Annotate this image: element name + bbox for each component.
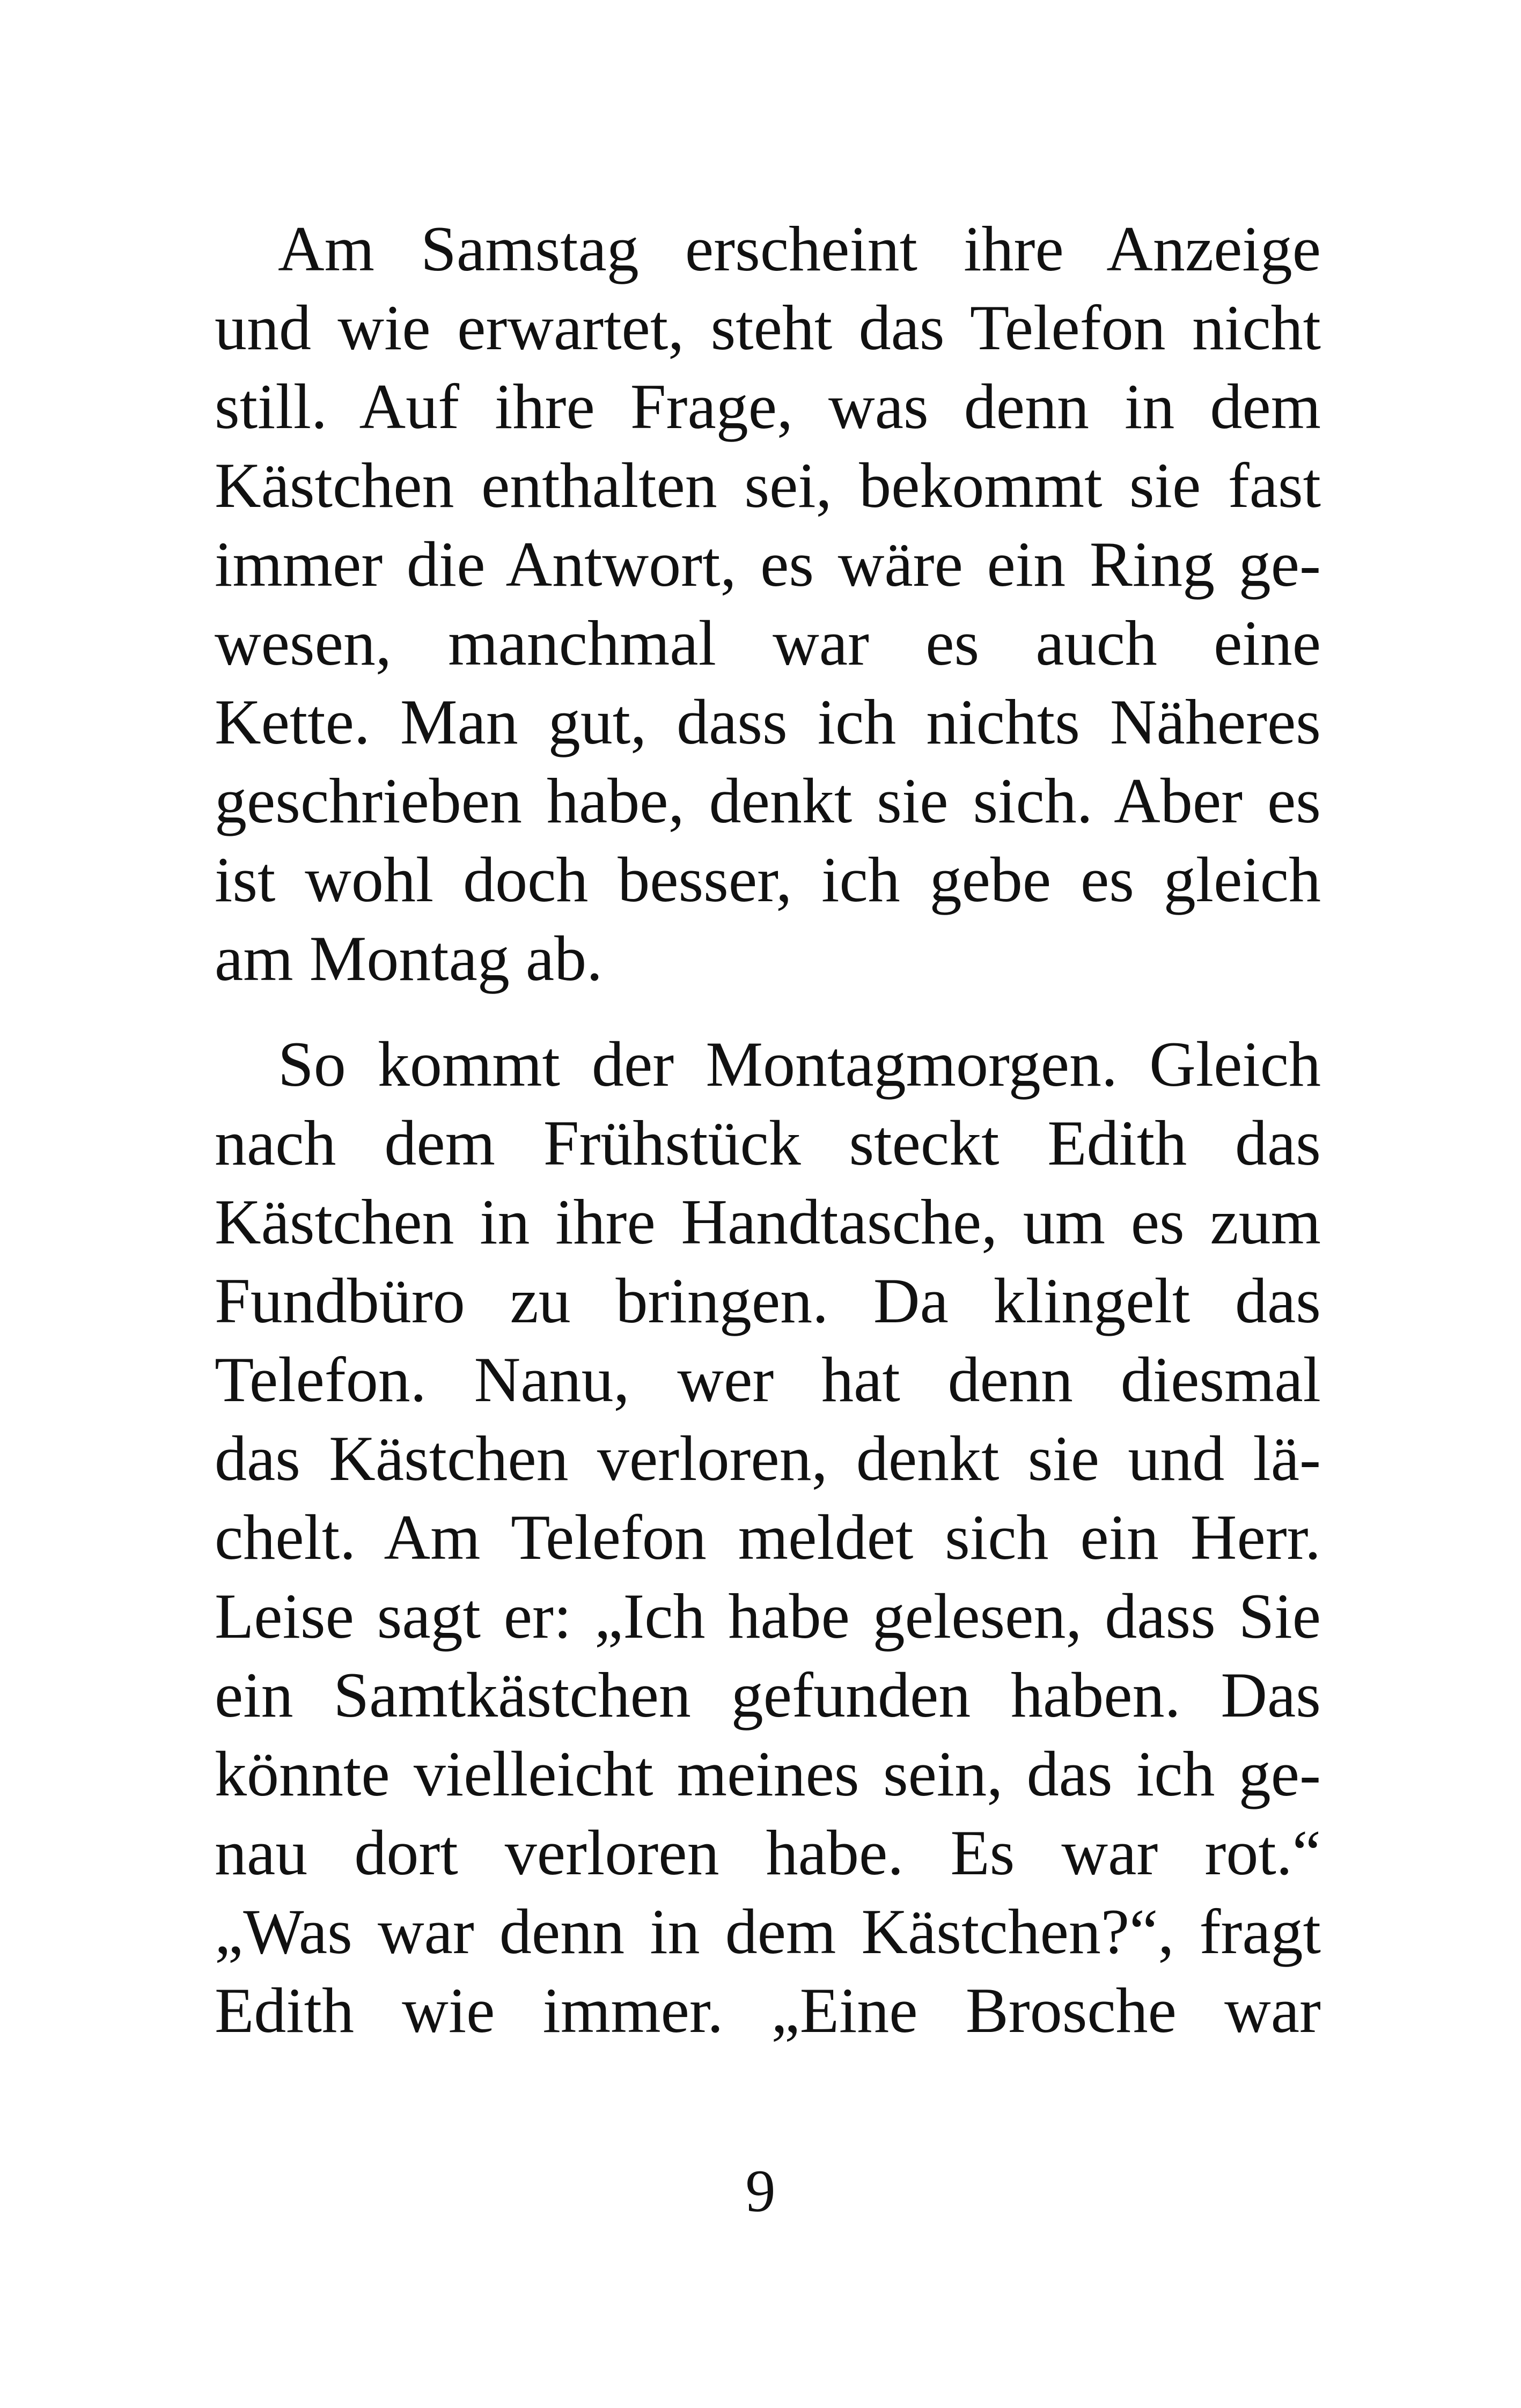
- text-line: Fundbüro zu bringen. Da klingelt das: [215, 1265, 1321, 1336]
- text-line: Telefon. Nanu, wer hat denn diesmal: [215, 1344, 1321, 1415]
- text-line: Leise sagt er: „Ich habe gelesen, dass Sie: [215, 1580, 1321, 1652]
- paragraph-spacer: [215, 998, 1321, 1025]
- text-line: still. Auf ihre Frage, was denn in dem: [215, 371, 1321, 442]
- body-text: [215, 209, 1321, 2050]
- text-line: Edith wie immer. „Eine Brosche war: [215, 1975, 1321, 2046]
- text-line: chelt. Am Telefon meldet sich ein Herr.: [215, 1501, 1321, 1573]
- text-line: „Was war denn in dem Kästchen?“, fragt: [215, 1896, 1321, 1967]
- text-line: Kästchen in ihre Handtasche, um es zum: [215, 1186, 1321, 1257]
- text-line: und wie erwartet, steht das Telefon nicht: [215, 292, 1321, 363]
- paragraph-1: [215, 209, 1321, 998]
- text-line: Kette. Man gut, dass ich nichts Näheres: [215, 686, 1321, 757]
- text-line: Kästchen enthalten sei, bekommt sie fast: [215, 450, 1321, 521]
- paragraph-2: [215, 1025, 1321, 2050]
- text-line: geschrieben habe, denkt sie sich. Aber es: [215, 765, 1321, 836]
- text-line: ein Samtkästchen gefunden haben. Das: [215, 1659, 1321, 1730]
- text-line: immer die Antwort, es wäre ein Ring ge-: [215, 528, 1321, 600]
- text-line: Am Samstag erscheint ihre Anzeige: [278, 213, 1321, 284]
- text-line: das Kästchen verloren, denkt sie und lä-: [215, 1423, 1321, 1494]
- text-line: So kommt der Montagmorgen. Gleich: [278, 1028, 1321, 1100]
- text-line: nau dort verloren habe. Es war rot.“: [215, 1817, 1321, 1888]
- page-number: 9: [745, 2158, 776, 2225]
- text-line: könnte vielleicht meines sein, das ich ge-: [215, 1738, 1321, 1809]
- text-line: wesen, manchmal war es auch eine: [215, 607, 1321, 679]
- text-line: nach dem Frühstück steckt Edith das: [215, 1107, 1321, 1179]
- text-line: ist wohl doch besser, ich gebe es gleich: [215, 844, 1321, 915]
- text-line: am Montag ab.: [215, 923, 603, 994]
